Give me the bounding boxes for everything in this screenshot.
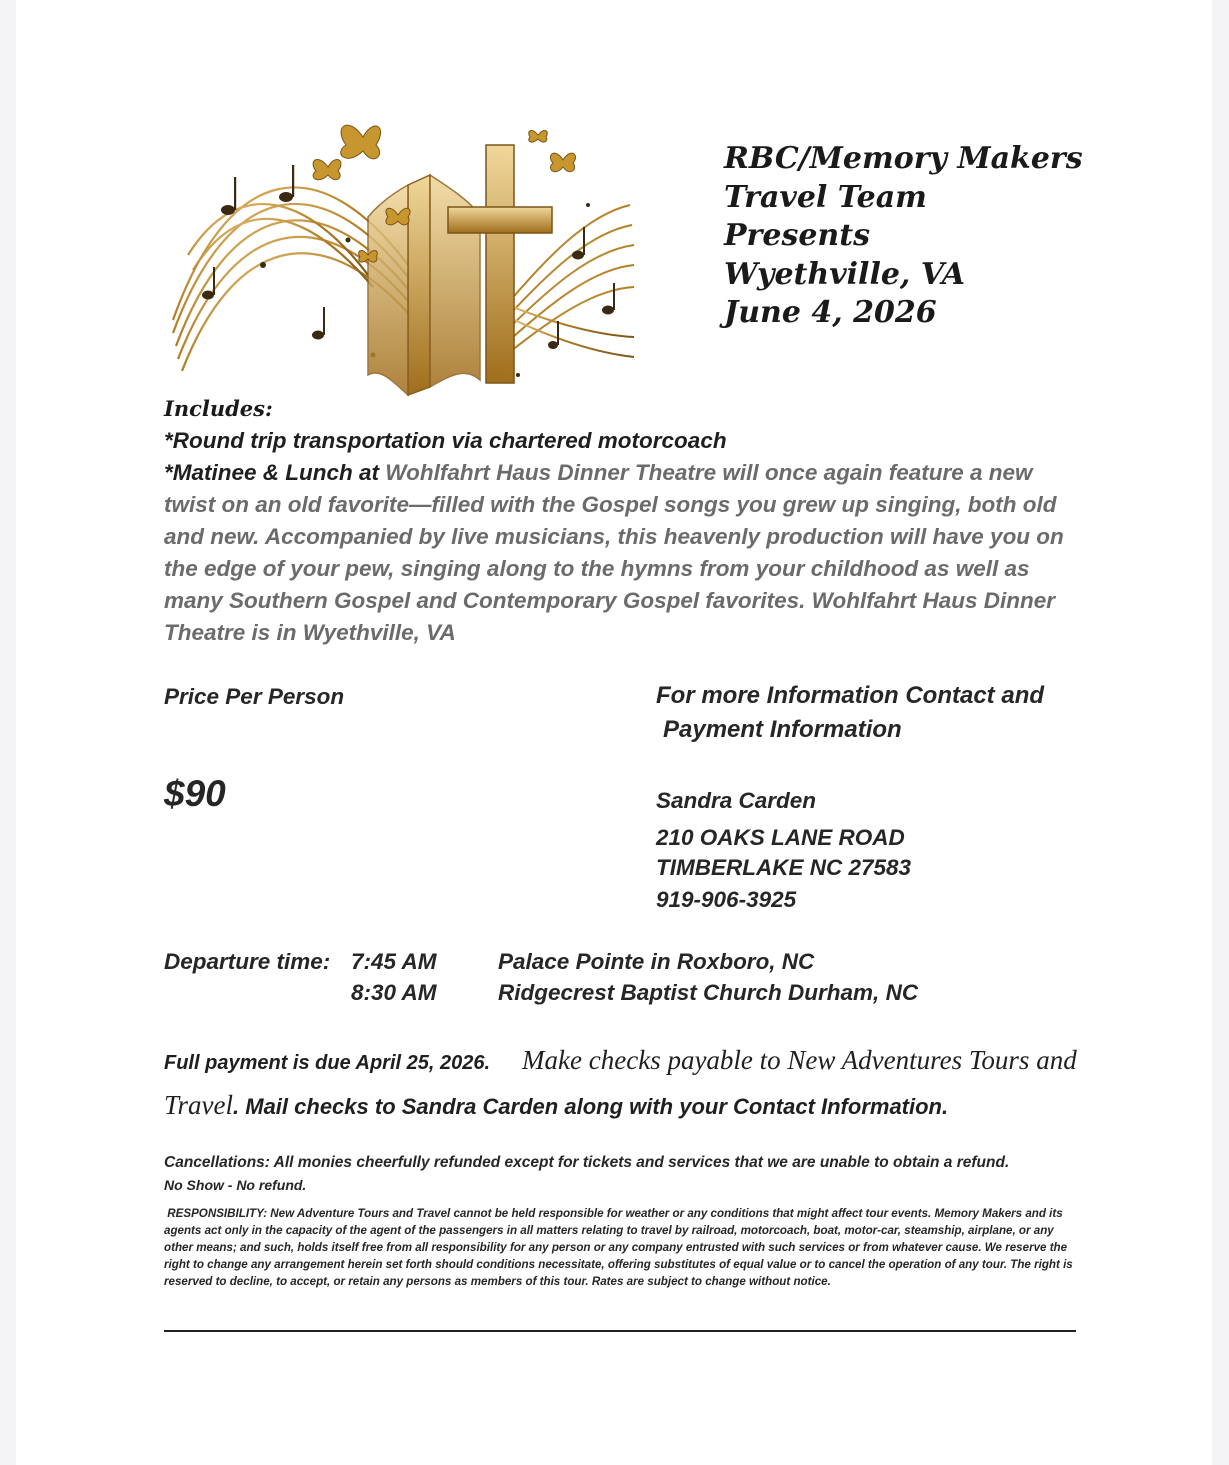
title-line-location: Wyethville, VA <box>724 256 966 292</box>
no-show-text: No Show - No refund. <box>164 1177 307 1193</box>
responsibility-text: RESPONSIBILITY: New Adventure Tours and Travel cannot be held responsible for weather or any conditions that might affect tour events. Memory Makers and its agents act only in the capacity of the agent of the passengers in all matters relating to travel by railroad, motorcoach, boat, motor-car, steamship, airplane, or any other means; and such, holds itself free from all responsibility for any person or any company entrusted with such services or from whatever cause. We reserve the right to change any arrangement herein set forth should conditions necessitate, offering substitutes of equal value or to cancel the operation of any tour. The right is reserved to decline, to accept, or retain any persons as members of this tour. Rates are subject to change without notice. <box>164 1207 1073 1288</box>
departure-time-2: 8:30 AM <box>351 980 437 1005</box>
include-matinee <box>164 457 1084 649</box>
price-value: $90 <box>164 773 226 814</box>
contact-name: Sandra Carden <box>656 788 817 813</box>
title-line-organizer: RBC/Memory Makers <box>724 141 1083 176</box>
departure-place-2: Ridgecrest Baptist Church Durham, NC <box>498 980 919 1005</box>
bottom-divider <box>164 1330 1076 1332</box>
matinee-lead: *Matinee & Lunch at <box>164 460 386 485</box>
contact-phone: 919-906-3925 <box>656 887 797 912</box>
departure-time-1: 7:45 AM <box>351 949 437 974</box>
contact-heading-line2: Payment Information <box>663 716 902 743</box>
title-line-date: June 4, 2026 <box>724 295 937 330</box>
payment-due-date: Full payment is due April 25, 2026. <box>164 1052 491 1074</box>
checks-payable-to: Make checks payable to New Adventures Tours and Travel <box>164 1045 1077 1120</box>
event-title-block <box>724 140 1083 333</box>
include-transportation: *Round trip transportation via chartered motorcoach <box>164 428 727 453</box>
responsibility-disclaimer <box>164 1206 1084 1291</box>
cancellation-policy <box>164 1152 1084 1196</box>
cancellation-text: Cancellations: All monies cheerfully refunded except for tickets and services that we are unable to obtain a refund. <box>164 1154 1010 1171</box>
mail-checks-instructions: . Mail checks to Sandra Carden along with your Contact Information. <box>233 1094 949 1119</box>
matinee-description: Wohlfahrt Haus Dinner Theatre will once again feature a new twist on an old favorite—filled with the Gospel songs you grew up singing, both old and new. Accompanied by live musicians, this heavenly production will have you on the edge of your pew, singing along to the hymns from your childhood as well as many Southern Gospel and Contemporary Gospel favorites. Wohlfahrt Haus Dinner Theatre is in Wyethville, VA <box>164 460 1064 645</box>
payment-instructions <box>164 1040 1094 1130</box>
contact-address-line2: TIMBERLAKE NC 27583 <box>656 855 912 880</box>
departure-label: Departure time: <box>164 949 331 974</box>
includes-heading: Includes: <box>164 396 273 421</box>
title-line-team: Travel Team <box>724 179 927 215</box>
price-per-person-label: Price Per Person <box>164 684 345 709</box>
departure-place-1: Palace Pointe in Roxboro, NC <box>498 949 815 974</box>
contact-address-line1: 210 OAKS LANE ROAD <box>656 825 905 850</box>
title-line-presents: Presents <box>724 218 870 253</box>
contact-heading-line1: For more Information Contact and <box>656 682 1045 709</box>
gospel-music-cross-illustration <box>168 105 638 400</box>
includes-section <box>164 425 1084 649</box>
